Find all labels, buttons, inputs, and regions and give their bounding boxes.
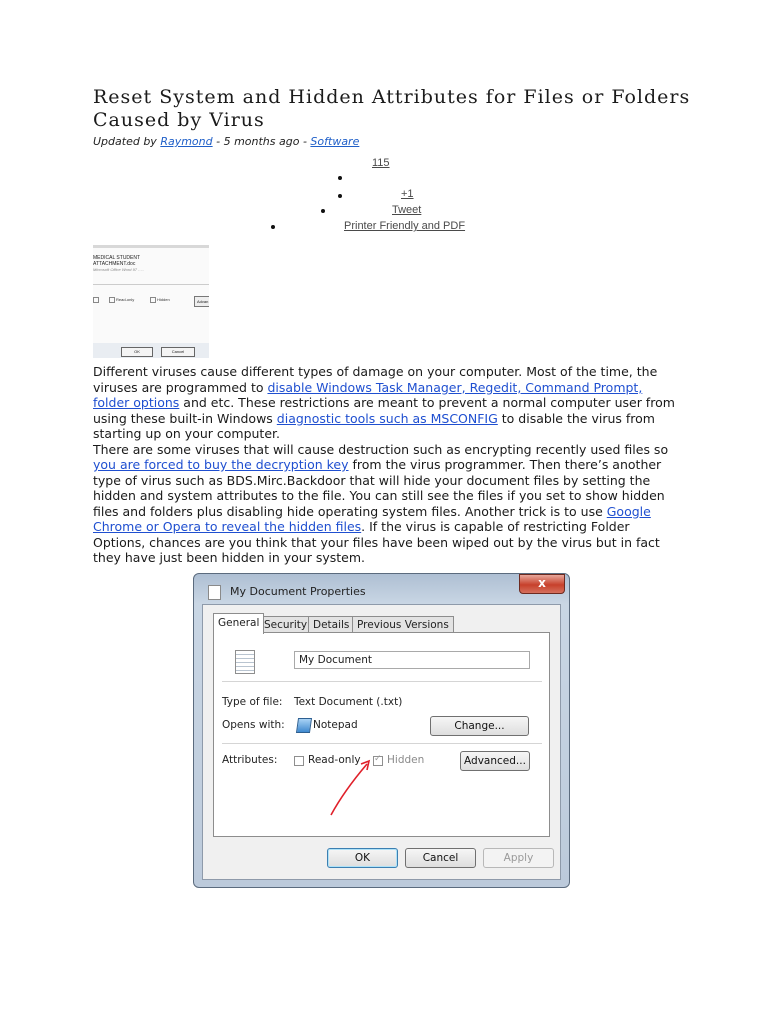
red-arrow-annotation bbox=[214, 633, 551, 838]
paragraph-1: Different viruses cause different types of damage on your computer. Most of the time, the viruses are programmed to disable Windows Task Manager, Regedit, Command Prompt, folder options and etc. These restrictions are meant to prevent a normal computer user from using these built-in Windows diagnostic tools such as MSCONFIG to disable the virus from starting up on your computer. bbox=[93, 364, 675, 441]
author-link[interactable]: Raymond bbox=[160, 135, 213, 148]
type-of-file-label: Type of file: bbox=[222, 696, 283, 708]
thumbnail-image bbox=[93, 245, 209, 358]
thumbnail-cancel: Cancel bbox=[161, 347, 195, 357]
dialog-titlebar bbox=[202, 578, 561, 602]
thumbnail-hidden: Hidden bbox=[150, 297, 170, 303]
thumbnail-checkbox-partial bbox=[93, 297, 100, 303]
close-icon[interactable]: x bbox=[519, 574, 565, 594]
apply-button[interactable]: Apply bbox=[483, 848, 554, 868]
thumbnail-filetype: Microsoft Office Word 97 - ... bbox=[93, 267, 144, 272]
thumbnail-divider bbox=[93, 284, 209, 285]
opens-with-label: Opens with: bbox=[222, 719, 285, 731]
tab-general[interactable]: General bbox=[213, 613, 264, 634]
ok-button[interactable]: OK bbox=[327, 848, 398, 868]
tab-previous-versions[interactable]: Previous Versions bbox=[352, 616, 454, 633]
list-bullet bbox=[338, 176, 342, 180]
dialog-title: My Document Properties bbox=[230, 585, 366, 598]
opens-with-value: Notepad bbox=[313, 719, 358, 731]
properties-dialog-screenshot bbox=[193, 573, 570, 888]
printer-friendly-link[interactable]: Printer Friendly and PDF bbox=[344, 220, 466, 232]
thumbnail-filename: MEDICAL STUDENT ATTACHMENT.doc bbox=[93, 255, 141, 267]
tweet-link[interactable]: Tweet bbox=[392, 204, 422, 216]
cancel-button[interactable]: Cancel bbox=[405, 848, 476, 868]
change-button[interactable]: Change... bbox=[430, 716, 529, 736]
tab-details[interactable]: Details bbox=[308, 616, 354, 633]
attributes-label: Attributes: bbox=[222, 754, 278, 766]
byline bbox=[93, 135, 359, 148]
plus-one-link[interactable]: +1 bbox=[401, 188, 414, 200]
byline-middle: - 5 months ago - bbox=[212, 135, 311, 148]
dialog-content bbox=[202, 604, 561, 880]
byline-prefix: Updated by bbox=[93, 135, 161, 148]
thumbnail-advanced: Advan bbox=[194, 296, 209, 307]
paragraph-2: There are some viruses that will cause destruction such as encrypting recently used files so you are forced to buy the decryption key from the virus programmer. Then there’s another type of virus such as BDS.Mirc.Backdoor that will hide your document files by setting the hidden and system attributes to the file. You can still see the files if you set to show hidden files and folders plus disabling hide operating system files. Another trick is to use Google Chrome or Opera to reveal the hidden files. If the virus is capable of restricting Folder Options, chances are you think that your files have been wiped out by the virus but in fact they have just been hidden in your system. bbox=[93, 441, 669, 565]
type-of-file-value: Text Document (.txt) bbox=[294, 696, 403, 708]
reveal-hidden-files-link[interactable]: Google Chrome or Opera to reveal the hidden files bbox=[93, 503, 651, 534]
category-link[interactable]: Software bbox=[310, 135, 360, 148]
article-body bbox=[93, 364, 675, 566]
list-bullet bbox=[271, 225, 275, 229]
decryption-key-link[interactable]: you are forced to buy the decryption key bbox=[93, 457, 349, 472]
thumbnail-readonly: Read-only bbox=[109, 297, 134, 303]
thumbnail-ok: OK bbox=[121, 347, 153, 357]
hidden-label: Hidden bbox=[387, 754, 425, 766]
share-count-link[interactable]: 115 bbox=[372, 157, 390, 169]
readonly-label: Read-only bbox=[308, 754, 361, 766]
page-title: Reset System and Hidden Attributes for Files or Folders Caused by Virus bbox=[93, 86, 691, 131]
document-icon bbox=[208, 585, 221, 600]
tab-security[interactable]: Security bbox=[259, 616, 312, 633]
advanced-button[interactable]: Advanced... bbox=[460, 751, 530, 771]
general-panel bbox=[213, 632, 550, 837]
diagnostic-tools-link[interactable]: diagnostic tools such as MSCONFIG bbox=[276, 410, 498, 426]
list-bullet bbox=[338, 194, 342, 198]
list-bullet bbox=[321, 209, 325, 213]
disable-windows-tools-link[interactable]: disable Windows Task Manager, Regedit, Command Prompt, folder options bbox=[93, 379, 643, 410]
